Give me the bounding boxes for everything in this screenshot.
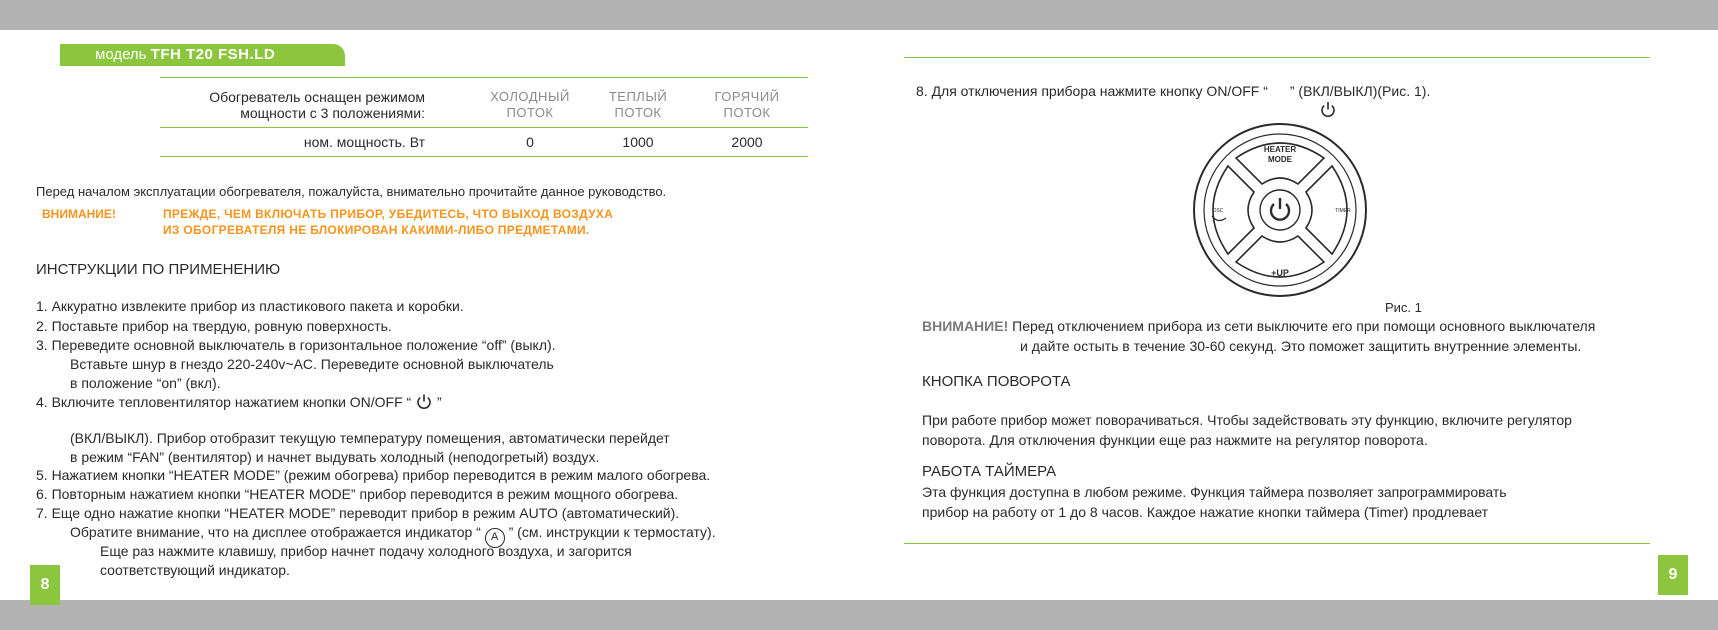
- col-warm-line1: ТЕПЛЫЙ: [608, 89, 668, 104]
- power-cold: 0: [526, 134, 534, 150]
- power-icon: [415, 393, 433, 414]
- instruction-3: 3. Переведите основной выключатель в горизонтальное положение “off” (выкл).: [36, 337, 556, 353]
- rotation-line-2: поворота. Для отключения функции еще раз нажмите на регулятор поворота.: [922, 432, 1428, 448]
- instruction-7-cont-3: соответствующий индикатор.: [100, 562, 290, 578]
- figure-caption: Рис. 1: [1385, 300, 1422, 315]
- step-8-text: 8. Для отключения прибора нажмите кнопку ON/OFF “: [916, 83, 1268, 99]
- table-middle-rule: [160, 127, 808, 128]
- col-hot-line2: ПОТОК: [723, 105, 771, 120]
- instruction-4-cont-1: (ВКЛ/ВЫКЛ). Прибор отобразит текущую температуру помещения, автоматически перейдет: [70, 430, 670, 446]
- attention-label: ВНИМАНИЕ!: [922, 318, 1009, 334]
- instruction-4-cont-2: в режим “FAN” (вентилятор) и начнет выдувать холодный (неподогретый) воздух.: [70, 449, 600, 465]
- instruction-4: [36, 393, 442, 414]
- right-top-rule: [904, 57, 1650, 58]
- on-off-button[interactable]: [1260, 190, 1300, 230]
- instructions-title: ИНСТРУКЦИИ ПО ПРИМЕНЕНИЮ: [36, 261, 281, 278]
- instruction-7-cont-2: Еще раз нажмите клавишу, прибор начнет подачу холодного воздуха, и загорится: [100, 543, 632, 559]
- instruction-3-cont-2: в положение “on” (вкл).: [70, 375, 221, 391]
- step-8: [916, 83, 1430, 99]
- instruction-3-cont-1: Вставьте шнур в гнездо 220-240v~AC. Переведите основной выключатель: [70, 356, 554, 372]
- instruction-2: 2. Поставьте прибор на твердую, ровную поверхность.: [36, 318, 392, 334]
- warning-label: ВНИМАНИЕ!: [42, 207, 116, 221]
- model-prefix: модель: [95, 46, 147, 63]
- instruction-7-text: Обратите внимание, что на дисплее отображается индикатор “: [70, 524, 481, 540]
- table-row-label-1: Обогреватель оснащен режимом: [209, 89, 425, 105]
- instruction-1: 1. Аккуратно извлеките прибор из пластикового пакета и коробки.: [36, 298, 464, 314]
- step-8-text-end: ” (ВКЛ/ВЫКЛ)(Рис. 1).: [1289, 83, 1431, 99]
- heater-mode-label-2: MODE: [1268, 155, 1292, 164]
- table-row-label-2: мощности с 3 положениями:: [240, 105, 425, 121]
- intro-text: Перед началом эксплуатации обогревателя, пожалуйста, внимательно прочитайте данное руководство.: [36, 184, 667, 199]
- page-number-left: 8: [30, 565, 60, 605]
- col-warm-line2: ПОТОК: [614, 105, 662, 120]
- auto-indicator-letter: A: [491, 531, 499, 543]
- warning-line-1: ПРЕЖДЕ, ЧЕМ ВКЛЮЧАТЬ ПРИБОР, УБЕДИТЕСЬ, ЧТО ВЫХОД ВОЗДУХА: [163, 207, 614, 221]
- table-top-rule: [160, 77, 808, 78]
- instruction-4-quote: ”: [437, 394, 442, 410]
- bottom-band: [0, 600, 1718, 630]
- top-band: [0, 0, 1718, 30]
- instruction-5: 5. Нажатием кнопки “HEATER MODE” (режим обогрева) прибор переводится в режим малого обогрева.: [36, 467, 711, 483]
- right-bottom-rule: [904, 543, 1650, 544]
- attention-line-2: и дайте остыть в течение 30-60 секунд. Это поможет защитить внутренние элементы.: [1020, 338, 1582, 354]
- heater-mode-label-1: HEATER: [1263, 145, 1297, 154]
- timer-title: РАБОТА ТАЙМЕРА: [922, 463, 1057, 480]
- power-warm: 1000: [622, 134, 654, 150]
- power-label: ном. мощность. Вт: [303, 134, 425, 150]
- power-hot: 2000: [731, 134, 763, 150]
- table-bottom-rule: [160, 156, 808, 157]
- timer-line-2: прибор на работу от 1 до 8 часов. Каждое нажатие кнопки таймера (Timer) продлевает: [922, 504, 1489, 520]
- warning-line-2: ИЗ ОБОГРЕВАТЕЛЯ НЕ БЛОКИРОВАН КАКИМИ-ЛИБО ПРЕДМЕТАМИ.: [163, 223, 590, 237]
- model-banner: [60, 44, 345, 66]
- oscillation-label: OSC: [1212, 208, 1224, 214]
- rotation-title: КНОПКА ПОВОРОТА: [922, 373, 1071, 390]
- model-name: TFH T20 FSH.LD: [150, 46, 276, 63]
- col-hot-line1: ГОРЯЧИЙ: [714, 89, 780, 104]
- instruction-6: 6. Повторным нажатием кнопки “HEATER MODE” прибор переводится в режим мощного обогрева.: [36, 486, 679, 502]
- instruction-7: 7. Еще одно нажатие кнопки “HEATER MODE” переводит прибор в режим AUTO (автоматический).: [36, 505, 680, 521]
- timer-line-1: Эта функция доступна в любом режиме. Функция таймера позволяет запрограммировать: [922, 484, 1507, 500]
- up-label: +UP: [1271, 268, 1289, 278]
- attention-text-1: Перед отключением прибора из сети выключите его при помощи основного выключателя: [1012, 318, 1596, 334]
- attention-line-1: [922, 318, 1595, 334]
- control-panel-figure: [1190, 120, 1370, 300]
- instruction-4-text: 4. Включите тепловентилятор нажатием кнопки ON/OFF “: [36, 394, 412, 410]
- page-number-right: 9: [1658, 555, 1688, 595]
- instruction-7-text-end: ” (см. инструкции к термостату).: [508, 524, 716, 540]
- rotation-line-1: При работе прибор может поворачиваться. Чтобы задействовать эту функцию, включите регулятор: [922, 412, 1572, 428]
- col-cold-line1: ХОЛОДНЫЙ: [490, 89, 570, 104]
- col-cold-line2: ПОТОК: [506, 105, 554, 120]
- timer-label: TIMER: [1335, 208, 1351, 214]
